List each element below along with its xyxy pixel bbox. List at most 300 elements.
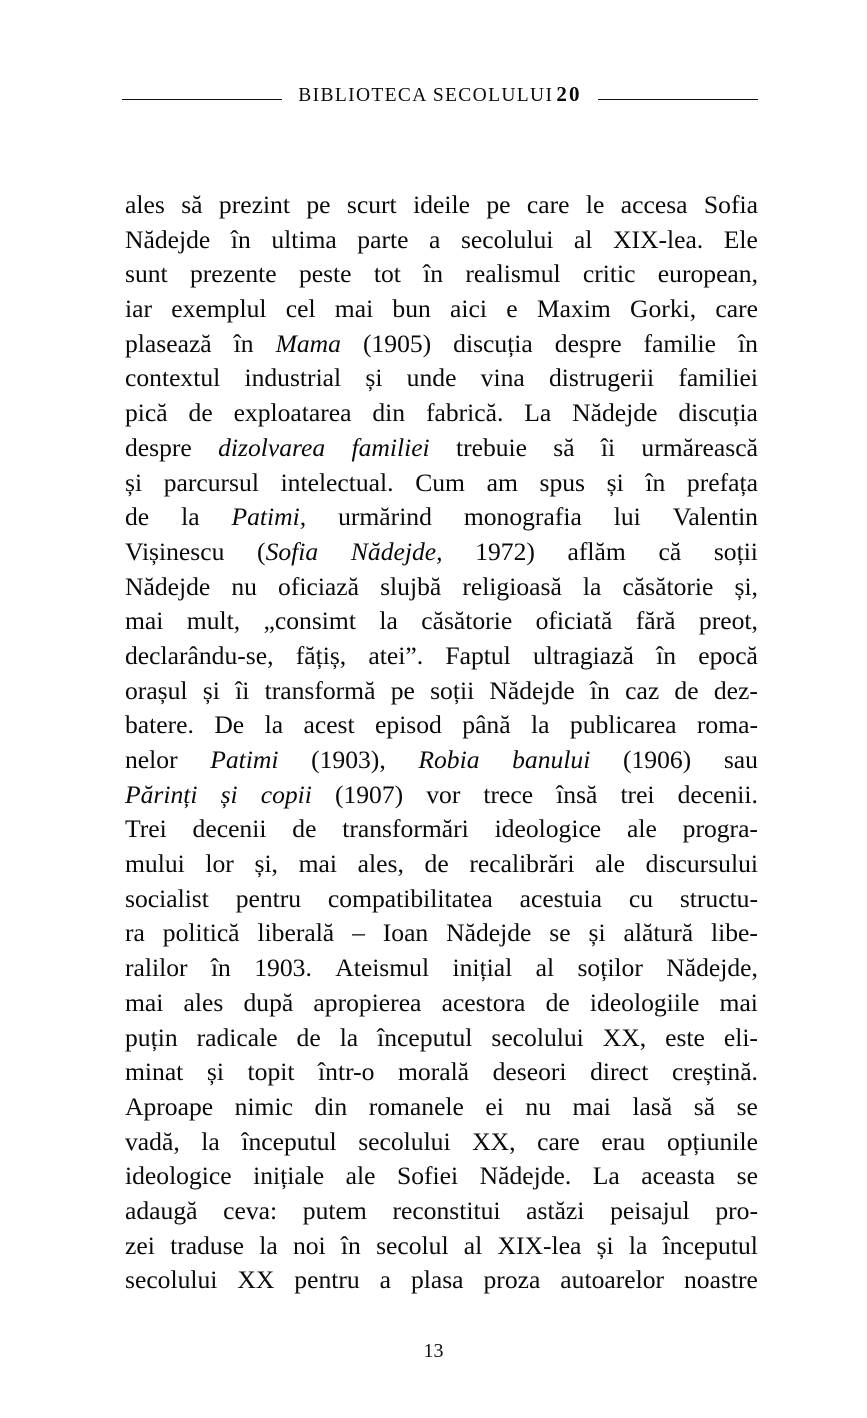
text-run: soții xyxy=(430,675,475,705)
text-run: decenii. xyxy=(677,779,758,809)
text-run: 1903. xyxy=(254,953,312,983)
text-run: familiei xyxy=(678,363,758,393)
text-run: am xyxy=(486,467,518,497)
text-run: La xyxy=(524,398,552,428)
text-run: XX, xyxy=(602,1022,647,1052)
word xyxy=(380,570,441,605)
word xyxy=(125,812,167,847)
word xyxy=(469,847,574,882)
text-run: și xyxy=(202,675,220,705)
text-run: pro- xyxy=(715,1195,758,1225)
word xyxy=(597,1229,614,1264)
text-run: acestora xyxy=(441,987,526,1017)
text-line xyxy=(125,570,758,605)
word xyxy=(392,1194,500,1229)
text-run: peste xyxy=(298,259,352,289)
text-run: familie xyxy=(643,328,717,358)
text-run: nelor xyxy=(125,745,178,774)
italic-phrase: și xyxy=(220,779,238,809)
text-run: critic xyxy=(582,259,636,289)
text-run: secolului xyxy=(491,1022,584,1052)
word xyxy=(352,916,365,951)
word xyxy=(125,500,149,535)
italic-phrase: Patimi xyxy=(210,745,279,774)
word xyxy=(627,812,657,847)
word xyxy=(711,916,758,951)
word xyxy=(577,951,642,986)
word xyxy=(525,1090,551,1125)
text-run: soții xyxy=(713,536,758,566)
text-run: și xyxy=(596,1230,614,1260)
text-run: european, xyxy=(657,259,758,289)
word xyxy=(125,361,220,396)
text-run: ultragiază xyxy=(532,640,634,670)
text-run: începutul xyxy=(241,1126,337,1156)
text-run: urmărind xyxy=(338,502,432,532)
word xyxy=(641,1159,715,1194)
text-run: ideile xyxy=(413,190,470,219)
word xyxy=(187,604,240,639)
text-run: direct xyxy=(590,1057,649,1087)
word xyxy=(221,778,238,813)
text-run: religioasă xyxy=(462,571,562,601)
text-run: ales xyxy=(125,190,165,219)
text-run: secolului xyxy=(460,224,554,254)
word xyxy=(590,674,610,709)
word xyxy=(498,1229,582,1264)
word xyxy=(614,500,641,535)
word xyxy=(601,1125,645,1160)
text-run: Cum xyxy=(415,467,465,497)
word xyxy=(425,847,449,882)
word xyxy=(630,292,696,327)
text-run: Maxim xyxy=(536,294,611,324)
text-run: la xyxy=(628,1230,648,1260)
word xyxy=(357,223,408,258)
italic-phrase: banului xyxy=(512,745,591,774)
text-run: ideologiile xyxy=(589,987,700,1017)
text-line xyxy=(125,431,758,466)
series-number: 20 xyxy=(556,82,582,107)
word xyxy=(697,708,758,743)
text-run: și xyxy=(125,467,143,497)
text-run: vina xyxy=(480,363,525,393)
word xyxy=(398,1055,469,1090)
text-run: Ateismul xyxy=(335,953,430,983)
text-run: Sofiei xyxy=(396,1161,459,1191)
word xyxy=(483,778,533,813)
text-run: discuția xyxy=(678,398,758,428)
word xyxy=(235,1090,293,1125)
text-run: care xyxy=(715,294,758,324)
text-run: politică xyxy=(162,918,240,948)
text-run: zei xyxy=(125,1230,155,1260)
text-run: transformă xyxy=(264,675,376,705)
text-run: autoarelor xyxy=(560,1265,665,1295)
text-run: 1972) xyxy=(475,536,535,566)
text-run: De xyxy=(214,710,245,740)
word xyxy=(560,1263,664,1298)
word xyxy=(430,674,474,709)
text-line xyxy=(125,882,758,917)
text-run: la xyxy=(531,710,550,740)
text-run: și xyxy=(206,1057,224,1087)
word xyxy=(601,431,615,466)
text-run: Nădejde xyxy=(446,918,532,948)
word xyxy=(574,223,592,258)
word xyxy=(622,570,713,605)
text-run: (1906) xyxy=(622,745,692,774)
text-run: noastre xyxy=(684,1265,758,1295)
text-run: apropierea xyxy=(313,987,422,1017)
word xyxy=(296,639,346,674)
word xyxy=(368,639,423,674)
word xyxy=(314,1090,347,1125)
word xyxy=(540,466,586,501)
text-run: vor xyxy=(426,779,461,809)
word xyxy=(674,674,698,709)
word xyxy=(211,951,231,986)
word xyxy=(737,1159,758,1194)
text-run: La xyxy=(592,1161,620,1191)
word xyxy=(281,466,394,501)
text-run: de xyxy=(424,849,449,879)
text-run: morală xyxy=(397,1057,470,1087)
word xyxy=(486,188,510,223)
text-run: exemplul xyxy=(171,294,267,324)
word xyxy=(125,882,209,917)
text-run: atei”. xyxy=(368,640,424,670)
text-line xyxy=(125,1159,758,1194)
word xyxy=(125,535,224,570)
text-run: și, xyxy=(254,849,278,879)
word xyxy=(125,604,163,639)
text-run: ceva: xyxy=(223,1195,278,1225)
text-run: progra- xyxy=(682,814,758,844)
word xyxy=(656,639,676,674)
text-run: caz xyxy=(625,675,660,705)
text-run: traduse xyxy=(170,1230,244,1260)
word xyxy=(683,812,758,847)
text-run: în xyxy=(738,328,758,358)
word xyxy=(125,847,185,882)
text-line xyxy=(125,535,758,570)
word xyxy=(125,986,163,1021)
text-line xyxy=(125,361,758,396)
text-run: mului xyxy=(125,849,185,879)
word xyxy=(684,1263,758,1298)
word xyxy=(629,882,653,917)
word xyxy=(292,812,316,847)
text-run: Trei xyxy=(125,814,167,844)
word xyxy=(426,778,460,813)
text-run: și, xyxy=(734,571,758,601)
word xyxy=(377,1021,472,1056)
text-line xyxy=(125,778,758,813)
word xyxy=(495,812,602,847)
text-run: (1905) xyxy=(362,328,432,358)
word xyxy=(418,743,479,778)
text-run: al xyxy=(463,1230,483,1260)
word xyxy=(313,986,421,1021)
text-run: liberală xyxy=(257,918,335,948)
word xyxy=(376,1229,449,1264)
word xyxy=(694,1090,715,1125)
text-line xyxy=(125,1263,758,1298)
word xyxy=(335,778,403,813)
text-run: alătură xyxy=(623,918,694,948)
text-run: intelectual. xyxy=(280,467,394,497)
text-run: al xyxy=(573,224,593,254)
text-run: batere. xyxy=(125,710,194,740)
word xyxy=(527,188,570,223)
running-head-title xyxy=(296,84,583,106)
text-run: la xyxy=(264,710,284,740)
body-text xyxy=(125,188,758,1298)
word xyxy=(234,327,254,362)
word xyxy=(164,466,259,501)
text-run: fabrică. xyxy=(425,398,504,428)
text-line xyxy=(125,916,758,951)
text-run: în xyxy=(340,1230,361,1260)
word xyxy=(426,396,503,431)
word xyxy=(546,986,570,1021)
word xyxy=(407,361,457,396)
text-line xyxy=(125,639,758,674)
text-run: discuția xyxy=(453,328,533,358)
word xyxy=(480,1159,572,1194)
word xyxy=(125,1229,155,1264)
word xyxy=(264,604,356,639)
text-run: în xyxy=(233,328,254,358)
text-run: ultima xyxy=(271,224,337,254)
word xyxy=(645,466,665,501)
text-run: noi xyxy=(292,1230,326,1260)
word xyxy=(293,1229,326,1264)
text-run: despre xyxy=(554,328,622,358)
word xyxy=(259,1229,277,1264)
text-line xyxy=(125,1021,758,1056)
word xyxy=(699,604,758,639)
text-run: Aproape xyxy=(125,1091,214,1121)
text-run: XIX-lea xyxy=(497,1230,582,1260)
text-run: trece xyxy=(483,779,534,809)
text-run: mai xyxy=(334,294,374,324)
word xyxy=(125,708,194,743)
word xyxy=(570,708,677,743)
text-run: este xyxy=(665,1022,705,1052)
word xyxy=(698,639,758,674)
text-line xyxy=(125,986,758,1021)
text-run: ei xyxy=(485,1091,504,1121)
text-run: decenii xyxy=(192,814,267,844)
word xyxy=(244,986,294,1021)
text-run: spus xyxy=(539,467,586,497)
text-run: astăzi xyxy=(526,1195,585,1225)
word xyxy=(294,1263,359,1298)
text-line xyxy=(125,743,758,778)
word xyxy=(341,1229,361,1264)
text-run: ideologice xyxy=(494,814,602,844)
text-run: oficiază xyxy=(278,571,360,601)
word xyxy=(125,1055,183,1090)
text-line xyxy=(125,500,758,535)
word xyxy=(181,500,199,535)
word xyxy=(125,292,152,327)
italic-phrase: Robia xyxy=(418,745,480,774)
text-run: orașul xyxy=(125,675,188,705)
text-run: care xyxy=(526,190,570,219)
text-run: lui xyxy=(613,502,641,532)
text-line xyxy=(125,951,758,986)
word xyxy=(464,1229,482,1264)
text-run: începutul xyxy=(662,1230,758,1260)
word xyxy=(374,257,401,292)
word xyxy=(453,327,533,362)
word xyxy=(673,500,758,535)
word xyxy=(203,674,220,709)
text-run: în xyxy=(423,259,444,289)
word xyxy=(724,1021,758,1056)
text-run: trebuie xyxy=(455,432,528,462)
word xyxy=(623,743,691,778)
text-line xyxy=(125,1194,758,1229)
text-run: despre xyxy=(125,432,192,462)
word xyxy=(236,882,301,917)
word xyxy=(379,604,397,639)
text-run: compatibilitatea xyxy=(327,883,493,913)
word xyxy=(207,1055,224,1090)
text-run: acestuia xyxy=(519,883,603,913)
text-run: Vișinescu xyxy=(125,536,225,566)
word xyxy=(475,535,535,570)
text-line xyxy=(125,847,758,882)
word xyxy=(666,951,758,986)
text-run: cel xyxy=(285,294,316,324)
text-run: le xyxy=(585,190,605,219)
text-run: „consimt xyxy=(263,606,356,636)
text-run: tot xyxy=(373,259,401,289)
word xyxy=(549,361,654,396)
word xyxy=(445,639,510,674)
text-run: Ele xyxy=(723,224,758,254)
text-run: XX xyxy=(237,1265,275,1295)
text-run: să xyxy=(181,190,203,219)
text-run: recalibrări xyxy=(469,849,575,879)
word xyxy=(715,292,758,327)
word xyxy=(442,986,526,1021)
text-run: la xyxy=(582,571,602,601)
italic-phrase: copii xyxy=(260,779,312,809)
word xyxy=(537,292,611,327)
text-run: de xyxy=(296,1022,321,1052)
word xyxy=(163,916,240,951)
text-run: trei xyxy=(620,779,655,809)
text-line xyxy=(125,188,758,223)
text-run: fățiș, xyxy=(295,640,347,670)
text-run: (1903), xyxy=(311,745,386,774)
word xyxy=(278,570,359,605)
word xyxy=(644,327,716,362)
word xyxy=(629,1229,647,1264)
text-run: transformări xyxy=(342,814,469,844)
text-run: unde xyxy=(406,363,457,393)
text-run: preot, xyxy=(698,606,758,636)
text-run: putem xyxy=(302,1195,367,1225)
page-number: 13 xyxy=(423,1340,444,1362)
word xyxy=(299,847,337,882)
word xyxy=(254,951,312,986)
word xyxy=(125,257,168,292)
text-run: în xyxy=(645,467,666,497)
italic-phrase: Patimi, xyxy=(231,502,307,532)
text-run: ale xyxy=(595,849,625,879)
text-run: peisajul xyxy=(610,1195,690,1225)
word xyxy=(286,292,316,327)
word xyxy=(704,188,758,223)
word xyxy=(265,708,283,743)
word xyxy=(125,1159,232,1194)
text-run: ale xyxy=(626,814,657,844)
word xyxy=(536,951,554,986)
word xyxy=(391,674,415,709)
text-line xyxy=(125,1055,758,1090)
text-run: publicarea xyxy=(569,710,677,740)
word xyxy=(512,743,590,778)
word xyxy=(531,708,549,743)
text-run: lor xyxy=(205,849,234,879)
word xyxy=(219,188,290,223)
word xyxy=(423,257,443,292)
word xyxy=(197,1021,278,1056)
text-run: îi xyxy=(235,675,250,705)
word xyxy=(462,570,562,605)
word xyxy=(189,396,213,431)
word xyxy=(663,1229,758,1264)
text-run: eli- xyxy=(723,1022,758,1052)
word xyxy=(347,188,397,223)
text-run: realismul xyxy=(465,259,561,289)
word xyxy=(465,257,560,292)
word xyxy=(411,1263,464,1298)
text-run: fără xyxy=(635,606,676,636)
text-run: slujbă xyxy=(380,571,442,601)
text-line xyxy=(125,1229,758,1264)
text-run: secolul xyxy=(376,1230,449,1260)
text-run: Nădejde xyxy=(125,571,211,601)
text-run: oficiată xyxy=(535,606,613,636)
word xyxy=(632,1090,672,1125)
text-run: ( xyxy=(257,536,266,566)
word xyxy=(351,535,443,570)
text-run: bun xyxy=(392,294,431,324)
text-run: secolului xyxy=(358,1126,451,1156)
text-run: să xyxy=(553,432,575,462)
text-run: mai xyxy=(298,849,338,879)
word xyxy=(610,1194,690,1229)
word xyxy=(237,1263,274,1298)
word xyxy=(234,396,352,431)
word xyxy=(720,986,758,1021)
text-run: aflăm xyxy=(567,536,626,566)
word xyxy=(450,292,487,327)
text-line xyxy=(125,674,758,709)
text-run: a xyxy=(429,224,441,254)
word xyxy=(306,188,330,223)
text-run: ra xyxy=(125,918,145,948)
word xyxy=(429,223,440,258)
word xyxy=(125,1194,197,1229)
